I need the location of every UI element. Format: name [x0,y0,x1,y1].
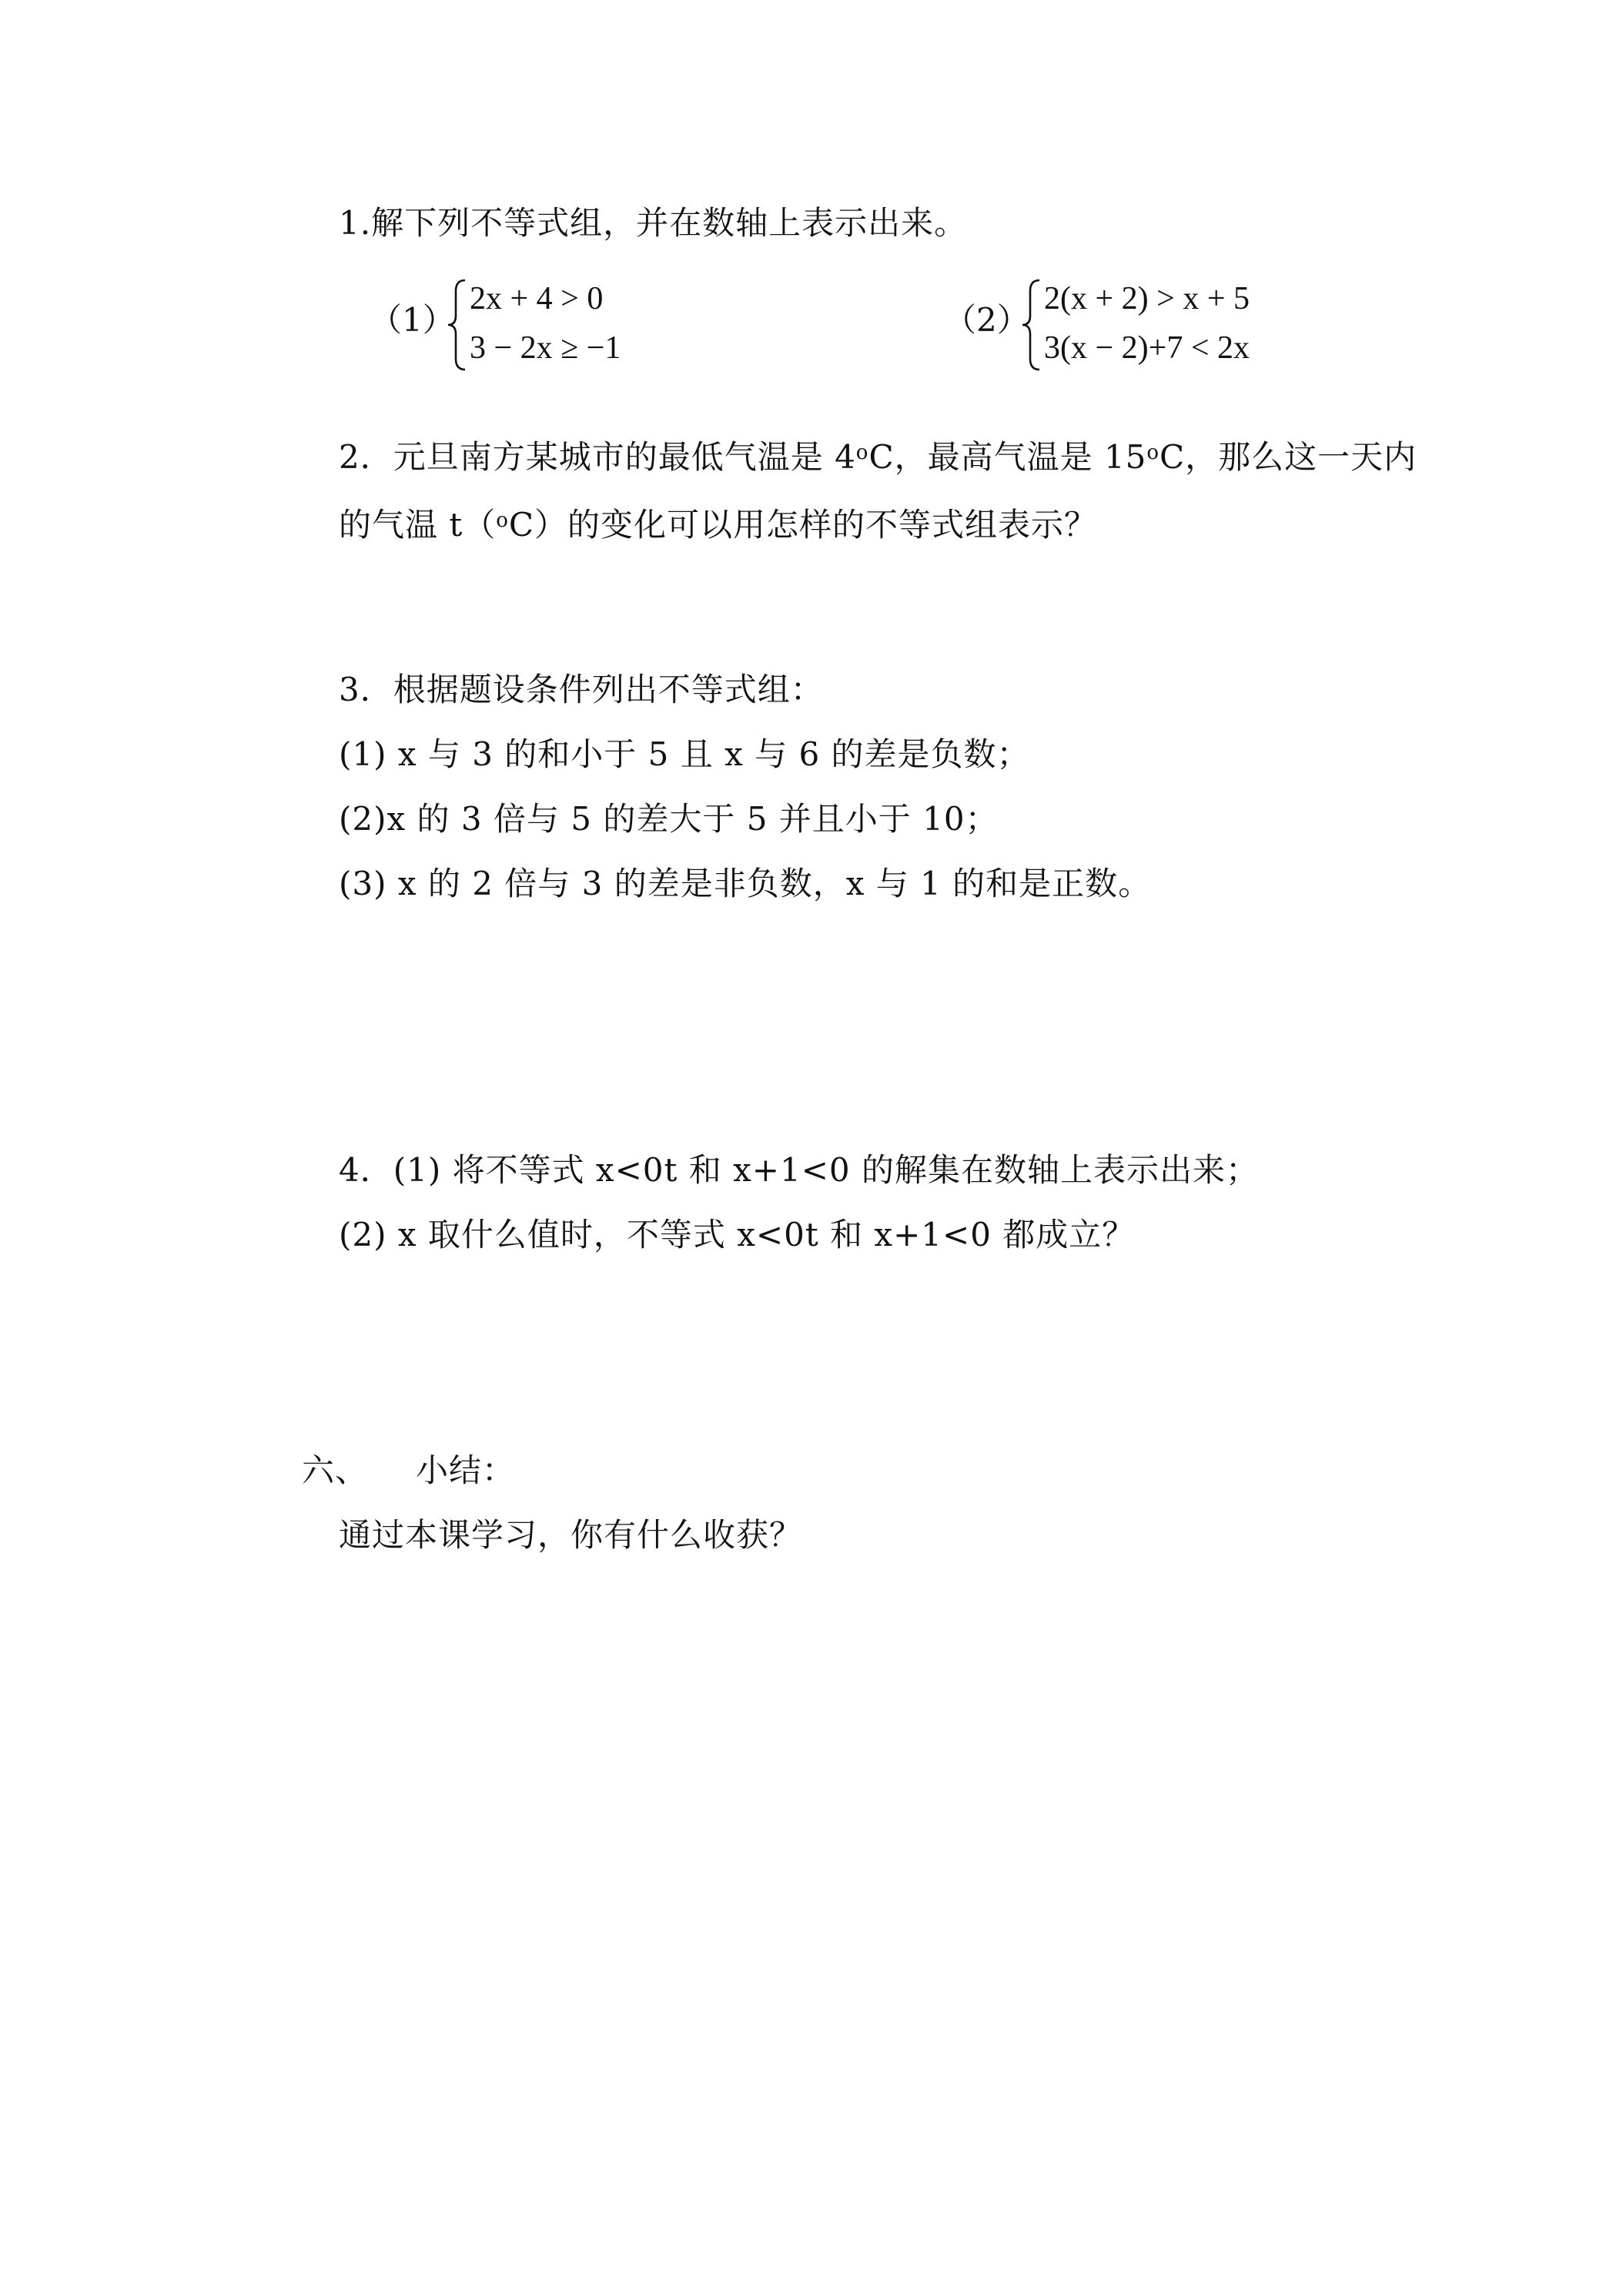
degree-symbol: o [1146,441,1160,464]
q2-line-2-text-b: C）的变化可以用怎样的不等式组表示？ [508,506,1098,544]
q2-line-2 [339,499,1097,547]
system-1-inequality-1: 2x + 4 > 0 [470,281,604,316]
inequality-system-1 [370,277,678,370]
q2-line-1-text-a: 2．元旦南方某城市的最低气温是 4 [339,438,856,476]
section-6-number: 六、 [302,1451,369,1489]
q3-item-3: (3) x 的 2 倍与 3 的差是非负数，x 与 1 的和是正数。 [339,865,1152,902]
q3-item-1: (1) x 与 3 的和小于 5 且 x 与 6 的差是负数； [339,735,1030,773]
section-6-body: 通过本课学习，你有什么收获？ [339,1516,803,1554]
section-6-heading: 小结： [416,1451,516,1489]
q1-title: 1.解下列不等式组，并在数轴上表示出来。 [339,204,968,242]
q2-line-1-text-b: C，最高气温是 15 [868,438,1147,476]
left-brace-icon [1021,277,1042,373]
system-1-inequality-2: 3 − 2x ≥ −1 [470,330,621,366]
system-2-inequality-1: 2(x + 2) > x + 5 [1044,281,1250,316]
q3-title: 3．根据题设条件列出不等式组： [339,671,824,708]
system-1-label: （1） [370,301,455,339]
q4-line-2: (2) x 取什么值时，不等式 x<0t 和 x+1<0 都成立？ [339,1216,1136,1253]
degree-symbol: o [496,509,509,532]
system-2-inequality-2: 3(x − 2)+7 < 2x [1044,330,1250,366]
q3-item-2: (2)x 的 3 倍与 5 的差大于 5 并且小于 10； [339,800,999,838]
left-brace-icon [447,277,468,373]
inequality-system-2 [944,277,1329,370]
q2-line-2-text-a: 的气温 t（ [339,506,497,544]
q2-line-1-text-c: C，那么这一天内 [1160,438,1417,476]
q2-line-1 [339,431,1417,479]
q4-line-1: 4．(1) 将不等式 x<0t 和 x+1<0 的解集在数轴上表示出来； [339,1151,1259,1189]
system-2-label: （2） [944,301,1029,339]
degree-symbol: o [855,441,869,464]
